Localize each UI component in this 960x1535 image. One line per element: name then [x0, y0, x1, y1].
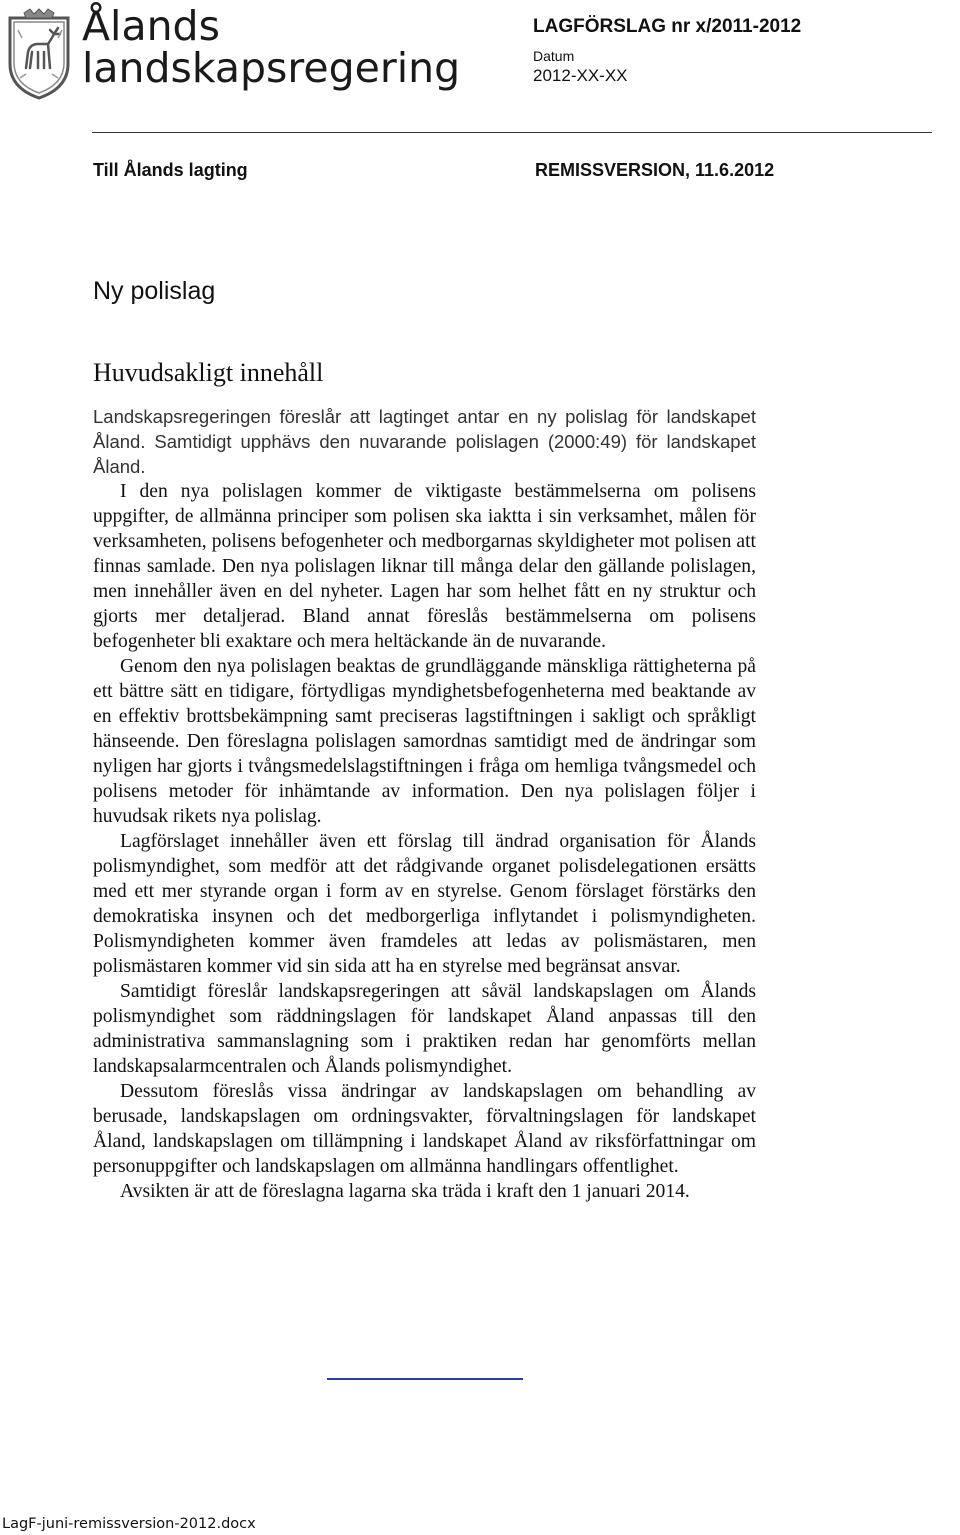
- paragraph: Dessutom föreslås vissa ändringar av landskapslagen om behandling av berusade, landskapslagen om ordningsvakter, förvaltningslagen för landskapet Åland, landskapslagen om tillämpning i landskapet Åland av riksförfattningar om personuppgifter och landskapslagen om allmänna handlingars offentlighet.: [93, 1081, 756, 1177]
- footer-filename: LagF-juni-remissversion-2012.docx: [2, 1516, 256, 1532]
- header-divider: [92, 132, 932, 133]
- paragraph: Genom den nya polislagen beaktas de grundläggande mänskliga rättigheterna på ett bättre sätt en tidigare, förtydligas myndighetsbefogenheterna med beaktande av en effektiv brottsbekämpning samt preciseras lagstiftningen i sakligt och språkligt hänseende. Den föreslagna polislagen samordnas samtidigt med de ändringar som nyligen har gjorts i tvångsmedelslagstiftningen i fråga om hemliga tvångsmedel och polisens metoder för inhämtande av information. Den nya polislagen följer i huvudsak rikets nya polislag.: [93, 656, 756, 827]
- date-label: Datum: [533, 48, 575, 64]
- organization-name-line2: landskapsregering: [82, 44, 461, 92]
- paragraph: I den nya polislagen kommer de viktigaste bestämmelserna om polisens uppgifter, de allmänna principer som polisen ska iaktta i sin verksamhet, målen för verksamheten, polisens befogenheter och medborgarnas skyldigheter mot polisen att finnas samlade. Den nya polislagen liknar till många delar den gällande polislagen, men innehåller även en del nyheter. Lagen har som helhet fått en ny struktur och gjorts mer detaljerad. Bland annat föreslås bestämmelserna om polisens befogenheter bli exaktare och mera heltäckande än de nuvarande.: [93, 481, 756, 652]
- end-separator: [327, 1378, 523, 1380]
- government-logo: [4, 2, 461, 102]
- document-number: LAGFÖRSLAG nr x/2011-2012: [533, 16, 802, 37]
- main-content: [93, 404, 756, 1204]
- paragraph: Lagförslaget innehåller även ett förslag till ändrad organisation för Ålands polismyndighet, som medför att det rådgivande organet polisdelegationen ersätts med ett mer styrande organ i form av en styrelse. Genom förslaget förstärks den demokratiska insynen och det medborgerliga inflytandet i polismyndigheten. Polismyndigheten kommer även framdeles att ledas av polismästaren, men polismästaren kommer vid sin sida att ha en styrelse med begränsat ansvar.: [93, 831, 756, 977]
- paragraph: Samtidigt föreslår landskapsregeringen att såväl landskapslagen om Ålands polismyndighet som räddningslagen för landskapet Åland anpassas till den administrativa sammanslagning som i praktiken redan har genomförts mellan landskapsalarmcentralen och Ålands polismyndighet.: [93, 981, 756, 1077]
- page-title: Ny polislag: [93, 277, 216, 305]
- addressee: Till Ålands lagting: [93, 160, 248, 180]
- remiss-version: REMISSVERSION, 11.6.2012: [535, 160, 775, 180]
- organization-name-line1: Ålands: [82, 2, 220, 50]
- date-value: 2012-XX-XX: [533, 66, 628, 85]
- paragraph: Landskapsregeringen föreslår att lagtinget antar en ny polislag för landskapet Åland. Samtidigt upphävs den nuvarande polislagen (2000:49) för landskapet Åland.: [93, 406, 756, 477]
- section-heading: Huvudsakligt innehåll: [93, 358, 324, 387]
- paragraph: Avsikten är att de föreslagna lagarna ska träda i kraft den 1 januari 2014.: [120, 1181, 690, 1202]
- coat-of-arms-icon: [4, 8, 74, 100]
- document-info: [533, 16, 801, 86]
